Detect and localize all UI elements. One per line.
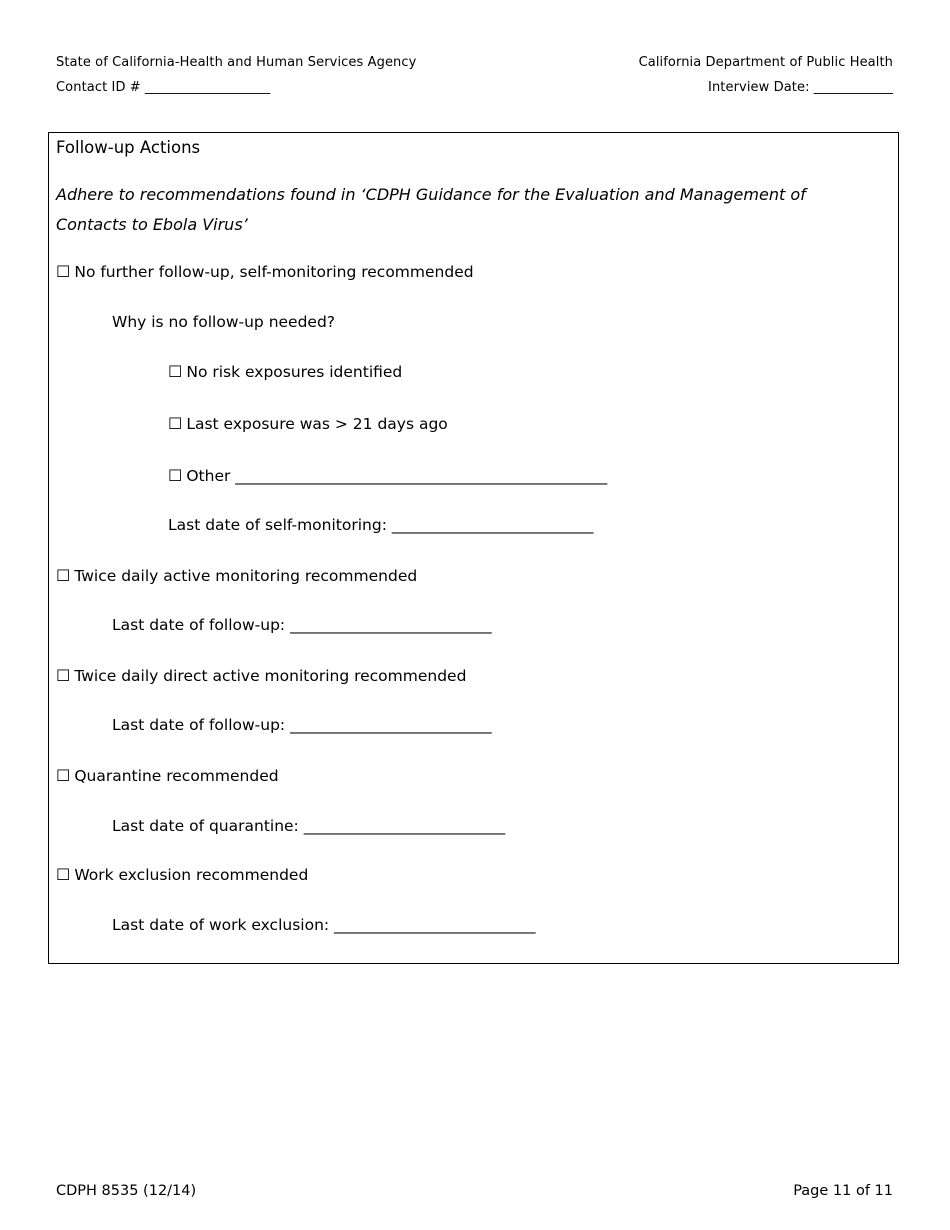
reason-no-risk-label: No risk exposures identified xyxy=(186,363,403,381)
checkbox-no-risk[interactable]: ☐ xyxy=(168,362,183,381)
agency-name: State of California-Health and Human Services Agency xyxy=(56,55,417,70)
checkbox-work-exclusion[interactable]: ☐ xyxy=(56,865,71,884)
guidance-text: Adhere to recommendations found in ‘CDPH Guidance for the Evaluation and Management of Contacts to Ebola Virus’ xyxy=(56,185,806,234)
option-no-followup[interactable] xyxy=(56,262,474,281)
checkbox-no-followup[interactable]: ☐ xyxy=(56,262,71,281)
reason-other-field[interactable]: Other ________________________________________________ xyxy=(186,467,608,485)
option-work-exclusion-label: Work exclusion recommended xyxy=(74,866,309,884)
option-quarantine-label: Quarantine recommended xyxy=(74,767,279,785)
follow-up-section-frame xyxy=(48,132,899,964)
checkbox-direct-active-monitoring[interactable]: ☐ xyxy=(56,666,71,685)
why-no-followup-question: Why is no follow-up needed? xyxy=(112,313,336,331)
reason-no-risk[interactable] xyxy=(168,362,402,381)
last-date-active-followup-field[interactable]: Last date of follow-up: __________________________ xyxy=(112,616,492,634)
checkbox-quarantine[interactable]: ☐ xyxy=(56,766,71,785)
reason-last-exposure[interactable] xyxy=(168,414,448,433)
option-direct-active-monitoring-label: Twice daily direct active monitoring recommended xyxy=(74,667,467,685)
option-active-monitoring-label: Twice daily active monitoring recommended xyxy=(74,567,418,585)
last-date-direct-followup-field[interactable]: Last date of follow-up: __________________________ xyxy=(112,716,492,734)
reason-other[interactable] xyxy=(168,466,607,485)
option-no-followup-label: No further follow-up, self-monitoring recommended xyxy=(74,263,474,281)
option-active-monitoring[interactable] xyxy=(56,566,417,585)
contact-id-field[interactable]: Contact ID # ___________________ xyxy=(56,80,271,95)
last-date-work-exclusion-field[interactable]: Last date of work exclusion: __________________________ xyxy=(112,916,536,934)
form-number: CDPH 8535 (12/14) xyxy=(56,1183,197,1199)
last-date-self-monitoring-field[interactable]: Last date of self-monitoring: __________________________ xyxy=(168,516,594,534)
option-quarantine[interactable] xyxy=(56,766,279,785)
option-direct-active-monitoring[interactable] xyxy=(56,666,466,685)
department-name: California Department of Public Health xyxy=(638,55,893,70)
checkbox-last-exposure[interactable]: ☐ xyxy=(168,414,183,433)
reason-last-exposure-label: Last exposure was > 21 days ago xyxy=(186,415,448,433)
checkbox-other[interactable]: ☐ xyxy=(168,466,183,485)
last-date-quarantine-field[interactable]: Last date of quarantine: __________________________ xyxy=(112,817,506,835)
page-number: Page 11 of 11 xyxy=(793,1183,893,1199)
interview-date-field[interactable]: Interview Date: ____________ xyxy=(708,80,893,95)
option-work-exclusion[interactable] xyxy=(56,865,308,884)
section-title: Follow-up Actions xyxy=(56,138,201,157)
checkbox-active-monitoring[interactable]: ☐ xyxy=(56,566,71,585)
